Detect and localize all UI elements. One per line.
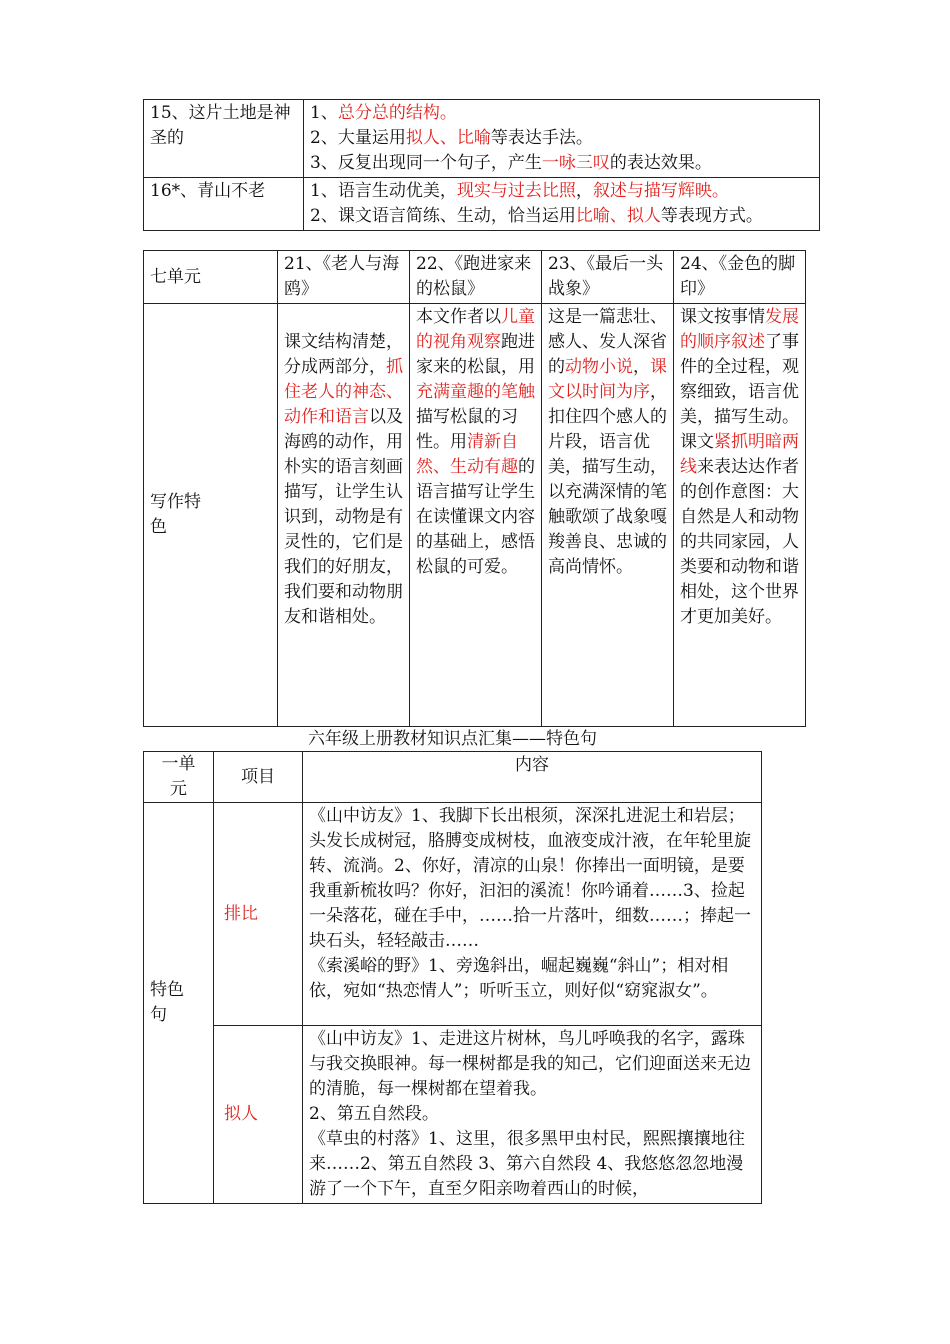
highlight-text: 拟人、比喻 — [405, 128, 491, 148]
lesson-notes — [304, 178, 820, 231]
column-header: 23、《最后一头战象》 — [542, 251, 674, 304]
text-segment: 以及海鸥的动作，用朴实的语言刻画描写，让学生认识到，动物是有灵性的，它们是我们的好朋友，我们要和动物朋友和谐相处。 — [284, 407, 403, 627]
column-header: 24、《金色的脚印》 — [674, 251, 806, 304]
note-line — [310, 151, 813, 176]
section-title: 六年级上册教材知识点汇集——特色句 — [308, 729, 597, 749]
text-segment: 1、 — [310, 103, 338, 123]
text-segment: 跑进家来的松鼠，用 — [416, 332, 535, 377]
text-segment: ， — [575, 181, 593, 201]
highlight-text: 比喻、拟人 — [575, 206, 661, 226]
highlight-text: 抓住老人的神态、动作和语言 — [284, 357, 403, 427]
highlight-text: 充满童趣的笔触 — [416, 382, 535, 402]
note-line — [310, 101, 813, 126]
text-segment: 2、大量运用 — [310, 128, 406, 148]
highlight-text: 课文以时间为序 — [548, 357, 667, 402]
table-row — [144, 178, 820, 231]
text-segment: 的语言描写让学生在读懂课文内容的基础上，感悟松鼠的可爱。 — [416, 457, 535, 577]
lesson-title: 16*、青山不老 — [144, 178, 304, 231]
group-label: 特色句 — [144, 803, 214, 1204]
text-segment: 2、课文语言简练、生动，恰当运用 — [310, 206, 576, 226]
highlight-text: 清新自然、生动有趣 — [416, 432, 518, 477]
text-segment: 本文作者以 — [416, 307, 501, 327]
text-segment: ， — [633, 357, 650, 377]
text-segment: 等表现方式。 — [660, 206, 763, 226]
column-header: 22、《跑进家来的松鼠》 — [410, 251, 542, 304]
sentences-table — [143, 751, 762, 1204]
text-segment: 1、语言生动优美， — [310, 181, 457, 201]
highlight-text: 总分总的结构。 — [337, 103, 457, 123]
text-segment: 了事件的全过程，观察细致，语言优美，描写生动。课文 — [680, 332, 799, 452]
highlight-text: 紧抓明暗两线 — [680, 432, 799, 477]
highlight-text: 儿童的视角观察 — [416, 307, 535, 352]
text-segment: 这是一篇悲壮、感人、发人深省的 — [548, 307, 667, 377]
sentence-line: 《山中访友》1、我脚下长出根须，深深扎进泥土和岩层；头发长成树冠，胳膊变成树枝，血液变成汁液，在年轮里旋转、流淌。2、你好，清凉的山泉！你捧出一面明镜，是要我重新梳妆吗？你好，汩汩的溪流！你吟诵着……3、捡起一朵落花，碰在手中，……拾一片落叶，细数……；捧起一块石头，轻轻敲击…… — [309, 806, 751, 951]
highlight-text: 动物小说 — [565, 357, 633, 377]
table-cell — [410, 304, 542, 727]
item-label: 排比 — [214, 803, 303, 1026]
sentence-line: 《索溪峪的野》1、旁逸斜出，崛起巍巍“斜山”；相对相依，宛如“热恋情人”；听听玉立，则好似“窈窕淑女”。 — [309, 956, 729, 1001]
text-segment: 来表达达作者的创作意图：大自然是人和动物的共同家园，人类要和动物和谐相处，这个世界才更加美好。 — [680, 457, 799, 627]
table-row — [144, 803, 762, 1026]
text-segment: 课文按事情 — [680, 307, 765, 327]
text-segment: 等表达手法。 — [490, 128, 593, 148]
highlight-text: 一咏三叹 — [541, 153, 610, 173]
note-line — [310, 204, 813, 229]
sentence-line: 《山中访友》1、走进这片树林，鸟儿呼唤我的名字，露珠与我交换眼神。每一棵树都是我的知己，它们迎面送来无边的清脆，每一棵树都在望着我。 — [309, 1029, 751, 1099]
table-row — [144, 1026, 762, 1204]
lesson-title: 15、这片土地是神圣的 — [144, 100, 304, 178]
unit-label: 七单元 — [144, 251, 278, 304]
sentence-line: 2、第五自然段。 — [309, 1104, 439, 1124]
column-header: 项目 — [214, 752, 303, 803]
note-line — [310, 126, 813, 151]
table-cell — [542, 304, 674, 727]
table-header-row — [144, 251, 806, 304]
table-cell — [278, 304, 410, 727]
table-row — [144, 304, 806, 727]
table-cell — [303, 803, 762, 1026]
note-line — [310, 179, 813, 204]
text-segment: 课文结构清楚，分成两部分， — [284, 332, 403, 377]
highlight-text: 现实与过去比照 — [456, 181, 576, 201]
text-segment: 3、反复出现同一个句子，产生 — [310, 153, 542, 173]
column-header: 一单元 — [144, 752, 214, 803]
table-row — [144, 100, 820, 178]
table-cell — [674, 304, 806, 727]
highlight-text: 叙述与描写辉映。 — [592, 181, 729, 201]
structure-table — [143, 99, 820, 231]
highlight-text: 发展的顺序叙述 — [680, 307, 799, 352]
table-cell — [303, 1026, 762, 1204]
column-header: 21、《老人与海鸥》 — [278, 251, 410, 304]
table-header-row — [144, 752, 762, 803]
unit7-table — [143, 250, 806, 727]
row-label: 写作特色 — [144, 304, 278, 727]
text-segment: 的表达效果。 — [609, 153, 712, 173]
item-label: 拟人 — [214, 1026, 303, 1204]
lesson-notes — [304, 100, 820, 178]
column-header: 内容 — [303, 752, 762, 803]
sentence-line: 《草虫的村落》1、这里，很多黑甲虫村民，熙熙攘攘地往来……2、第五自然段 3、第六自然段 4、我悠悠忽忽地漫游了一个下午，直至夕阳亲吻着西山的时候， — [309, 1129, 745, 1199]
text-segment: 描写松鼠的习性。用 — [416, 407, 518, 452]
text-segment: ，扣住四个感人的片段，语言优美，描写生动，以充满深情的笔触歌颂了战象嘎羧善良、忠诚的高尚情怀。 — [548, 382, 667, 577]
